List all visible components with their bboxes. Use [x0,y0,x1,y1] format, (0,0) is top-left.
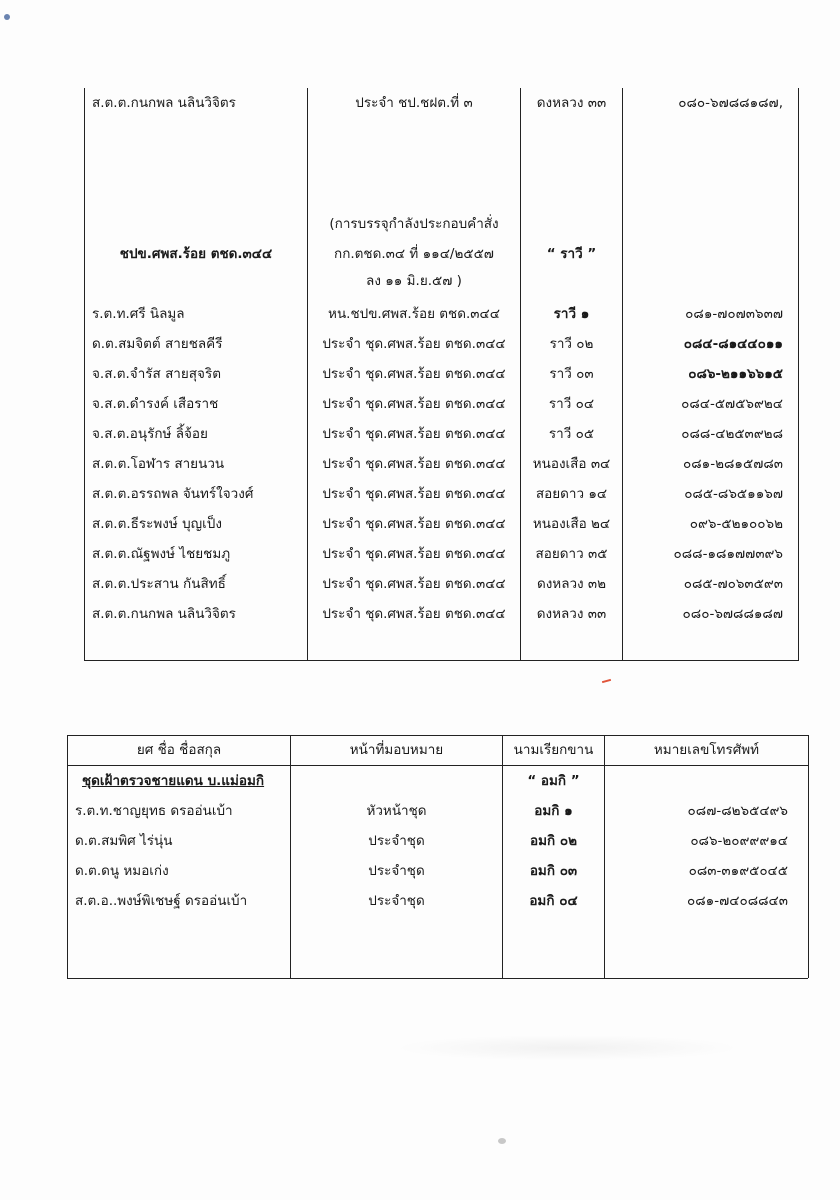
row-callsign: อมกิ ๐๒ [529,833,578,849]
row-name: ด.ต.สมจิตต์ สายชลคีรี [92,336,223,352]
row-duty: ประจำ ชุด.ศพส.ร้อย ตชด.๓๔๔ [322,546,506,562]
row-name: ร.ต.ท.ชาญยุทธ ดรออ่นเบ้า [75,803,233,819]
row-callsign: ราวี ๐๓ [549,366,594,382]
table2-border-left [67,735,68,978]
header-name: ยศ ชื่อ ชื่อสกุล [136,742,222,758]
row-callsign: ราวี ๐๕ [548,426,595,442]
table2-divider-3 [604,735,605,978]
ink-mark [602,679,611,683]
row-duty: ประจำชุด [368,863,425,879]
row-duty: ประจำ ชุด.ศพส.ร้อย ตชด.๓๔๔ [322,336,506,352]
row-phone: ๐๘๑-๗๔๐๘๘๔๓ [687,893,788,909]
table2-header-divider [67,765,808,766]
row-duty: ประจำชุด [368,833,425,849]
row-duty: ประจำ ชุด.ศพส.ร้อย ตชด.๓๔๔ [322,576,506,592]
row-phone: ๐๘๘-๔๒๕๓๙๒๘ [681,426,783,442]
row-name: ส.ต.ต.ประสาน กันสิทธิ์ [92,576,226,592]
row-duty: หน.ชปข.ศพส.ร้อย ตชด.๓๔๔ [328,306,500,322]
row-duty: หัวหน้าชุด [366,803,427,819]
row-duty: ประจำ ชุด.ศพส.ร้อย ตชด.๓๔๔ [322,486,506,502]
row-phone: ๐๙๖-๕๒๑๐๐๖๒ [689,516,783,532]
order-line-2: กก.ตชด.๓๔ ที่ ๑๑๔/๒๕๕๗ [334,246,494,262]
header-callsign: นามเรียกขาน [513,742,594,758]
row-callsign: สอยดาว ๑๔ [535,486,608,502]
row-phone: ๐๘๔-๘๑๔๔๐๑๑ [683,336,783,352]
table2-divider-1 [290,735,291,978]
row-name: ส.ต.ต.ธีระพงษ์ บุญเป็ง [92,516,222,532]
top-row-callsign: ดงหลวง ๓๓ [536,95,607,111]
row-name: ด.ต.สมพิศ ไร่นุ่น [75,833,173,849]
top-row-duty: ประจำ ชป.ชฝต.ที่ ๓ [355,95,473,111]
row-duty: ประจำ ชุด.ศพส.ร้อย ตชด.๓๔๔ [322,606,506,622]
row-name: จ.ส.ต.ดำรงค์ เสือราช [92,396,219,412]
unit-heading: ชปข.ศพส.ร้อย ตชด.๓๔๔ [119,246,273,262]
row-phone: ๐๘๘-๑๘๑๗๗๓๙๖ [673,546,783,562]
row-name: ส.ต.ต.อรรถพล จันทร์ใจวงศ์ [92,486,254,502]
row-phone: ๐๘๖-๒๑๑๖๖๑๕ [688,366,783,382]
row-callsign: อมกิ ๑ [534,803,573,819]
header-duty: หน้าที่มอบหมาย [349,742,444,758]
table1-border-bottom [84,660,798,661]
row-phone: ๐๘๗-๘๒๖๕๔๙๖ [687,803,788,819]
row-phone: ๐๘๖-๒๐๙๙๙๑๔ [690,833,788,849]
row-callsign: ดงหลวง ๓๒ [536,576,607,592]
header-phone: หมายเลขโทรศัพท์ [653,742,760,758]
row-name: ส.ต.ต.โอฬาร สายนวน [92,456,225,472]
group-callsign: “ อมกิ ” [527,773,580,789]
row-callsign: อมกิ ๐๓ [529,863,578,879]
table1-border-left [84,88,85,661]
row-name: ส.ต.อ..พงษ์พิเชษฐ์ ดรออ่นเบ้า [75,893,248,909]
row-callsign: หนองเสือ ๒๔ [532,516,611,532]
group-callsign: “ ราวี ” [546,246,597,262]
row-name: ส.ต.ต.ณัฐพงษ์ ไชยชมภู [92,546,231,562]
row-callsign: ดงหลวง ๓๓ [536,606,607,622]
row-phone: ๐๘๕-๗๐๖๓๕๙๓ [683,576,783,592]
top-row-phone: ๐๘๐-๖๗๘๘๑๘๗, [678,95,783,111]
unit-heading: ชุดเฝ้าตรวจชายแดน บ.แม่อมกิ [82,773,265,789]
order-line-1: (การบรรจุกำลังประกอบคำสั่ง [329,216,499,232]
row-duty: ประจำ ชุด.ศพส.ร้อย ตชด.๓๔๔ [322,456,506,472]
row-duty: ประจำ ชุด.ศพส.ร้อย ตชด.๓๔๔ [322,426,506,442]
row-name: ร.ต.ท.ศรี นิลมูล [92,306,185,322]
row-name: จ.ส.ต.อนุรักษ์ ลิ้จ้อย [92,426,208,442]
row-duty: ประจำ ชุด.ศพส.ร้อย ตชด.๓๔๔ [322,396,506,412]
row-phone: ๐๘๐-๖๗๘๘๑๘๗ [682,606,783,622]
row-phone: ๐๘๑-๗๐๗๓๖๓๗ [685,306,783,322]
table2-border-bottom [67,978,808,979]
row-callsign: สอยดาว ๓๕ [535,546,608,562]
row-name: จ.ส.ต.จำรัส สายสุจริต [92,366,221,382]
scan-smudge [395,1035,740,1061]
row-phone: ๐๘๑-๒๘๑๕๗๘๓ [683,456,783,472]
table2-border-top [67,735,808,736]
top-row-name: ส.ต.ต.กนกพล นลินวิจิตร [92,95,236,111]
row-callsign: ราวี ๐๒ [549,336,594,352]
row-callsign: ราวี ๐๔ [548,396,595,412]
scan-speck [4,14,10,20]
table1-border-right [798,88,799,661]
row-phone: ๐๘๕-๘๖๕๑๑๖๗ [684,486,783,502]
row-callsign: หนองเสือ ๓๔ [532,456,611,472]
row-name: ส.ต.ต.กนกพล นลินวิจิตร [92,606,236,622]
table2-border-right [808,735,809,978]
row-duty: ประจำชุด [368,893,425,909]
row-duty: ประจำ ชุด.ศพส.ร้อย ตชด.๓๔๔ [322,366,506,382]
row-phone: ๐๘๓-๓๑๙๕๐๔๕ [688,863,788,879]
row-name: ด.ต.ดนู หมอเก่ง [75,863,169,879]
row-callsign: อมกิ ๐๔ [529,893,578,909]
row-callsign: ราวี ๑ [553,306,590,322]
scan-speck [498,1138,506,1144]
order-line-3: ลง ๑๑ มิ.ย.๕๗ ) [366,273,462,289]
row-phone: ๐๘๔-๕๗๕๖๙๒๔ [681,396,783,412]
row-duty: ประจำ ชุด.ศพส.ร้อย ตชด.๓๔๔ [322,516,506,532]
